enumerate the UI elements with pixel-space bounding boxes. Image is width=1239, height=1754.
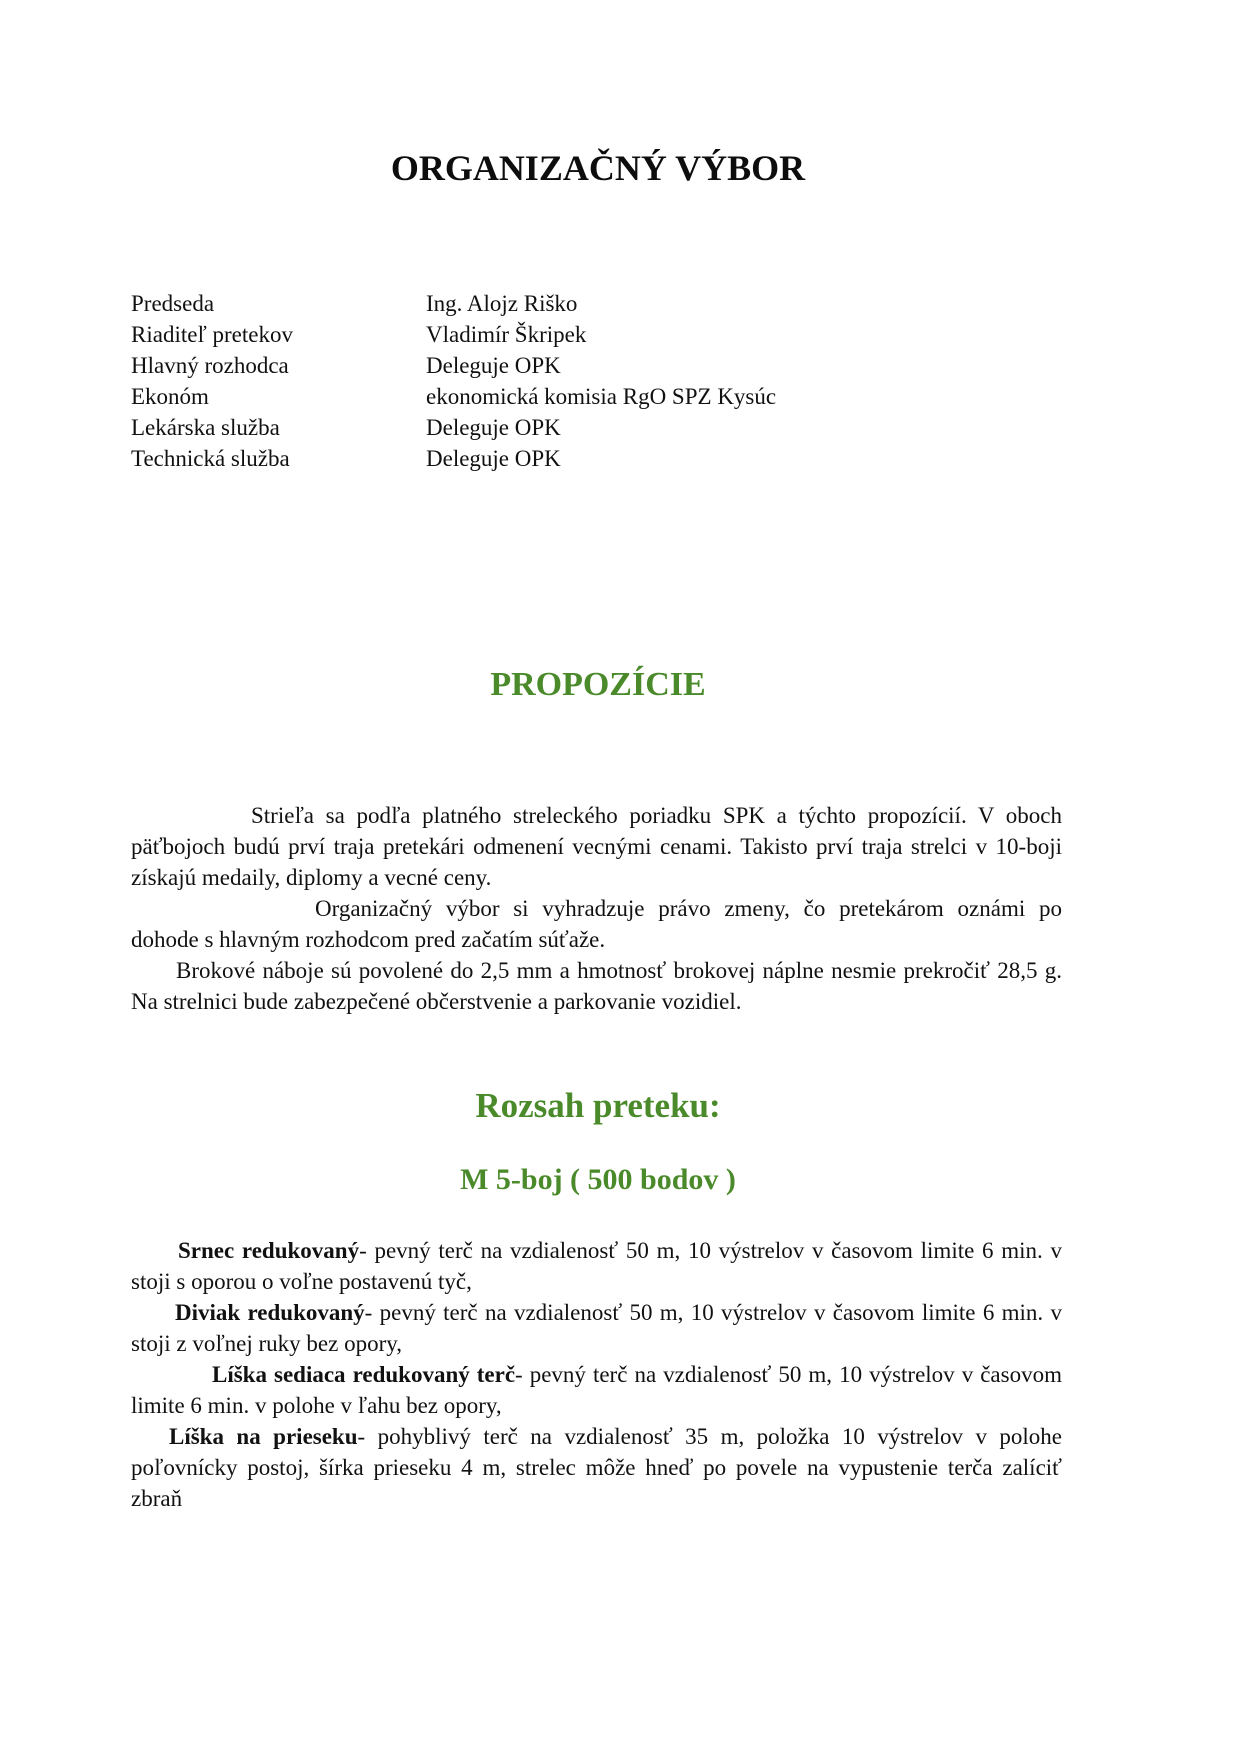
committee-person: Ing. Alojz Riško [426, 291, 578, 316]
committee-person: Deleguje OPK [426, 446, 561, 471]
committee-row [131, 288, 776, 319]
committee-row [131, 381, 776, 412]
discipline-name: Srnec redukovaný [178, 1238, 360, 1263]
propozicie-paragraph: Brokové náboje sú povolené do 2,5 mm a hmotnosť brokovej náplne nesmie prekročiť 28,5 g. Na strelnici bude zabezpečené občerstvenie a parkovanie vozidiel. [131, 958, 1062, 1014]
rozsah-heading: Rozsah preteku: [475, 1086, 721, 1125]
committee-role: Technická služba [131, 446, 290, 471]
propozicie-heading: PROPOZÍCIE [490, 666, 706, 703]
discipline-text: - pevný terč na vzdialenosť 50 m, 10 výstrelov v časovom limite 6 min. v stoji s oporou o voľne postavenú tyč, [131, 1238, 1062, 1294]
discipline-name: Líška na prieseku [169, 1424, 358, 1449]
rozsah-subheading: M 5-boj ( 500 bodov ) [460, 1163, 736, 1196]
discipline-name: Líška sediaca redukovaný terč [212, 1362, 516, 1387]
committee-heading: ORGANIZAČNÝ VÝBOR [390, 148, 806, 188]
committee-row [131, 350, 776, 381]
discipline-name: Diviak redukovaný [175, 1300, 365, 1325]
discipline-text: - pevný terč na vzdialenosť 50 m, 10 výstrelov v časovom limite 6 min. v polohe v ľahu bez opory, [131, 1362, 1062, 1418]
propozicie-paragraph: Organizačný výbor si vyhradzuje právo zmeny, čo pretekárom oznámi po dohode s hlavným rozhodcom pred začatím súťaže. [131, 896, 1062, 952]
discipline-paragraph [131, 1359, 1062, 1421]
committee-row [131, 443, 776, 474]
committee-list [131, 288, 776, 474]
discipline-paragraph [131, 1297, 1062, 1359]
discipline-text: - pohyblivý terč na vzdialenosť 35 m, položka 10 výstrelov v polohe poľovnícky postoj, šírka prieseku 4 m, strelec môže hneď po povele na vypustenie terča zalíciť zbraň [131, 1424, 1062, 1511]
committee-person: Deleguje OPK [426, 415, 561, 440]
committee-role: Predseda [131, 291, 215, 316]
committee-row [131, 319, 776, 350]
committee-person: ekonomická komisia RgO SPZ Kysúc [426, 384, 777, 409]
propozicie-paragraph: Strieľa sa podľa platného streleckého poriadku SPK a týchto propozícií. V oboch päťbojoch budú prví traja pretekári odmenení vecnými cenami. Takisto prví traja strelci v 10-boji získajú medaily, diplomy a vecné ceny. [131, 803, 1062, 890]
discipline-paragraph [131, 1235, 1062, 1297]
committee-row [131, 412, 776, 443]
discipline-paragraph [131, 1421, 1062, 1514]
discipline-text: - pevný terč na vzdialenosť 50 m, 10 výstrelov v časovom limite 6 min. v stoji z voľnej ruky bez opory, [131, 1300, 1062, 1356]
committee-role: Hlavný rozhodca [131, 353, 289, 378]
committee-person: Deleguje OPK [426, 353, 561, 378]
committee-person: Vladimír Škripek [426, 322, 587, 347]
committee-role: Ekonóm [131, 384, 209, 409]
committee-role: Riaditeľ pretekov [131, 322, 293, 347]
committee-role: Lekárska služba [131, 415, 280, 440]
